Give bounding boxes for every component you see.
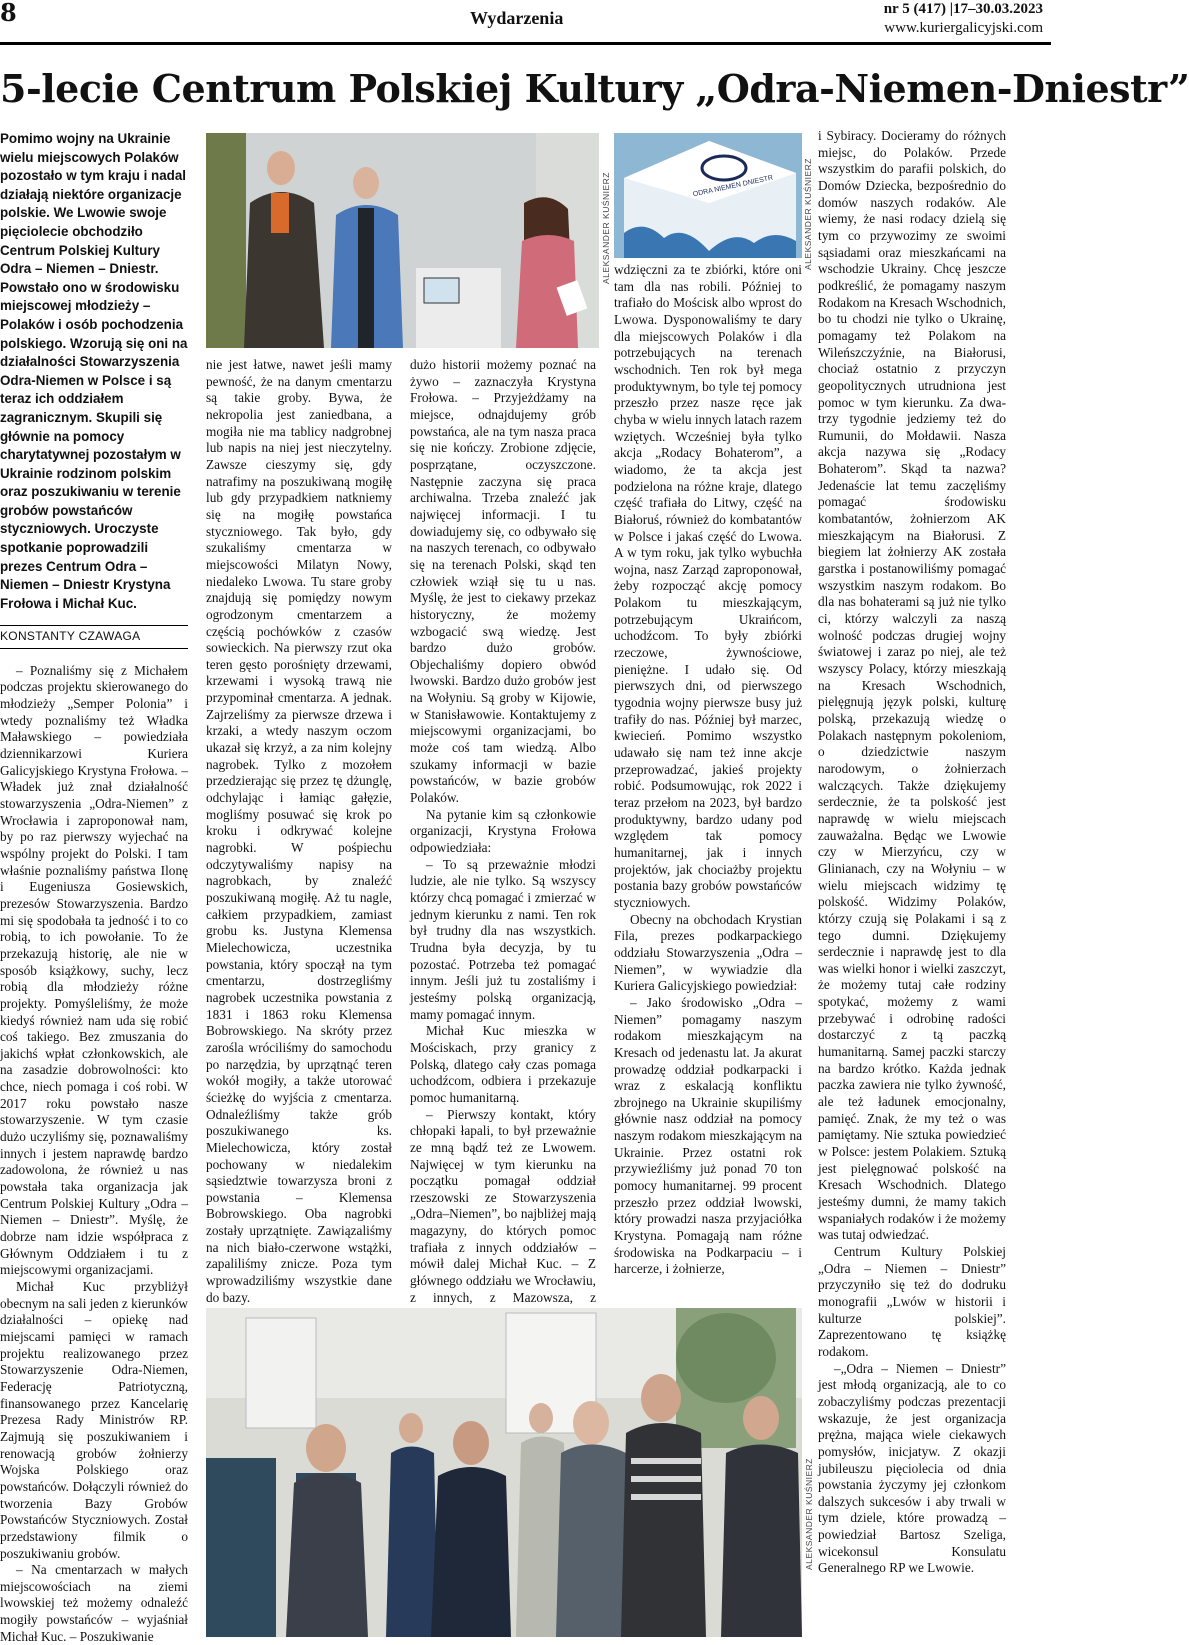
paragraph: – Pierwszy kontakt, który chłopaki łapali, to był przeważnie ze mną bądź też ze Lwowem. Najwięcej w tym kierunku na początku pomagał oddział rzeszowski ze Stowarzyszenia „Odra–Niemen”, bo najbliżej mają magazyny, do których pomoc trafiała z innych oddziałów – mówił dalej Michał Kuc. – Z głównego oddziału we Wrocławiu, z innych, z Mazowsza, z: [410, 1106, 596, 1305]
photo-credit: ALEKSANDER KUŚNIERZ: [804, 1458, 814, 1570]
paragraph: –„Odra – Niemen – Dniestr” jest młodą organizacją, ale to co zobaczyliśmy podczas prezentacji wskazuje, że jest organizacja prężna, mająca wiele ciekawych pomysłów, inicjatyw. Z okazji jubileuszu pięciolecia od dnia powstania życzymy jej członkom dalszych sukcesów i aby trwali w tym dziele, które prowadzą – powiedział Bartosz Szeliga, wicekonsul Konsulatu Generalnego RP we Lwowie.: [818, 1360, 1006, 1576]
issue-number: nr 5 (417) |17–30.03.2023: [883, 1, 1043, 17]
article-lead: Pomimo wojny na Ukrainie wielu miejscowych Polaków pozostało w tym kraju i nadal działają niektóre organizacje polskie. We Lwowie swoje pięciolecie obchodziło Centrum Polskiej Kultury Odra – Niemen – Dniestr. Powstało ono w środowisku miejscowej młodzieży – Polaków i osób pochodzenia polskiego. Wzorują się oni na działalności Stowarzyszenia Odra-Niemen w Polsce i są teraz ich oddziałem zagranicznym. Skupili się głównie na pomocy charytatywnej pozostałym w Ukrainie rodzinom polskim oraz poszukiwaniu w terenie grobów powstańców styczniowych. Uroczyste spotkanie poprowadzili prezes Centrum Odra – Niemen – Dniestr Krystyna Frołowa i Michał Kuc.: [0, 131, 188, 611]
paragraph: Michał Kuc przybliżył obecnym na sali jeden z kierunków działalności – opiekę nad miejscami pamięci w ramach projektu realizowanego przez Stowarzyszenie Odra-Niemen, Federację Patriotyczną, finansowanego przez Kancelarię Prezesa Rady Ministrów RP. Zajmują się poszukiwaniem i renowacją grobów żołnierzy Wojska Polskiego oraz powstańców. Dołączyli również do tworzenia Bazy Grobów Powstańców Styczniowych. Został przedstawiony filmik o poszukiwaniu grobów.: [0, 1279, 188, 1561]
column-1: [0, 130, 188, 1645]
col1-body: [0, 663, 188, 1645]
paragraph: dużo historii możemy poznać na żywo – zaznaczyła Krystyna Frołowa. – Przyjeżdżamy na miejsce, odnajdujemy grób powstańca, ale na tym nasza praca się nie kończy. Zrobione zdjęcie, posprzątane, oczyszczone. Następnie zaczyna się praca archiwalna. Trzeba znaleźć jak najwięcej informacji. I tu dowiadujemy się, co odbywało się na naszych terenach, co odbywało się na terenach Polski, skąd ten człowiek wziął się tu u nas. Myślę, że jest to ciekawy przekaz historyczny, że możemy wzbogacić swą wiedzę. Jest bardzo dużo grobów. Objechaliśmy dopiero obwód lwowski. Bardzo dużo grobów jest na Wołyniu. Są groby w Kijowie, w Stanisławowie. Kontaktujemy z miejscowymi organizacjami, bo może coś tam wiedzą. Albo szukamy informacji w bazie powstańców, w bazie grobów Polaków.: [410, 357, 596, 806]
photo-audience: [206, 1308, 802, 1637]
cake-photo-art: [614, 133, 802, 258]
audience-photo-art: [206, 1308, 802, 1637]
paragraph: – Jako środowisko „Odra – Niemen” pomagamy naszym rodakom mieszkającym na Kresach od jedenastu lat. Ja akurat prowadzę oddział podkarpacki i wraz z eskalacją konfliktu zbrojnego na Ukrainie skupiliśmy głównie nasz oddział na pomocy naszym rodakom mieszkającym na Ukrainie. Przez ostatni rok przywieźliśmy już ponad 70 ton pomocy humanitarnej. 99 procent przeszło przez oddział lwowski, który prowadzi nasza przyjaciółka Krystyna. Pomagają nam różne środowiska na Podkarpaciu – i harcerze, i żołnierze,: [614, 994, 802, 1277]
column-3: [410, 357, 596, 1340]
photo-cake: [614, 133, 802, 258]
issue-info: [884, 0, 1043, 38]
headline: 5-lecie Centrum Polskiej Kultury „Odra-Niemen-Dniestr”: [0, 66, 1189, 111]
photo-credit: ALEKSANDER KUŚNIERZ: [803, 158, 813, 270]
photo-presenters: [206, 133, 599, 348]
byline: KONSTANTY CZAWAGA: [0, 625, 188, 648]
column-4: [614, 262, 802, 1278]
column-5: [818, 128, 1006, 1577]
paragraph: Obecny na obchodach Krystian Fila, prezes podkarpackiego oddziału Stowarzyszenia „Odra – Niemen”, w wywiadzie dla Kuriera Galicyjskiego powiedział:: [614, 911, 802, 994]
paragraph: i Sybiracy. Docieramy do różnych miejsc, do Polaków. Przede wszystkim do parafii polskich, do Domów Dziecka, bezpośrednio do domów naszych rodaków. Ale wiemy, że nasi rodacy dzielą się tym co przywozimy ze swoimi sąsiadami oraz mieszkańcami na wschodzie Ukrainy. Chcę jeszcze podkreślić, że pomagamy naszym Rodakom na Kresach Wschodnich, bo tu chodzi nie tylko o Ukrainę, pomagamy też Polakom na Wileńszczyźnie, na Białorusi, chociaż ostatnio z przyczyn geopolitycznych utrudniona jest pomoc w tym kierunku. Za dwa-trzy tygodnie jedziemy też do Rumunii, do Mołdawii. Nasza akcja nazywa się „Rodacy Bohaterom”. Skąd ta nazwa? Jedenaście lat temu zaczęliśmy pomagać środowisku kombatantów, żołnierzom AK mieszkającym na Białorusi. Z biegiem lat żołnierzy AK została garstka i postanowiliśmy pomagać wszystkim naszym rodakom. Bo dla nas bohaterami są już nie tylko ci, którzy walczyli za naszą wolność podczas drugiej wojny światowej i zaraz po niej, ale też wszyscy Polacy, którzy mieszkają na Kresach Wschodnich, pielęgnują język polski, kulturę polską, przekazują wiedzę o Polakach następnym pokoleniom, o dziedzictwie naszym narodowym, o żołnierzach walczących. Także dziękujemy serdecznie, że ta polskość jest naprawdę w wielu miejscach zauważalna. Będąc we Lwowie czy w Mierzyńcu, czy w Glinianach, czy na Wołyniu – w wielu miejscach widzimy tę polskość. Widzimy Polaków, którzy czują się Polakami i są z tego dumni. Dziękujemy serdecznie i naprawdę jest to dla was wielki honor i wielki zaszczyt, że możemy tutaj całe rodziny spotykać, możemy z wami przebywać i odrobinę radości dostarczyć z tą paczką humanitarną. Samej paczki starczy na bardzo krótko. Każda jednak paczka zawiera nie tylko żywność, ale też ładunek emocjonalny, pamięć. Znak, że my też o was pamiętamy. Nie sztuka powiedzieć w Polsce: jestem Polakiem. Sztuką jest pielęgnować polskość na Kresach Wschodnich. Dlatego jesteśmy dumni, że mamy takich wspaniałych rodaków i że możemy was tutaj odwiedzać.: [818, 128, 1006, 1243]
paragraph: – To są przeważnie młodzi ludzie, ale nie tylko. Są wszyscy którzy chcą pomagać i zmierzać w jednym kierunku z nami. Ten rok był trudny dla nas wszystkich. Trudna była decyzja, by tu pozostać. Potrzeba też pomagać innym. Jeśli już tu zostaliśmy i jesteśmy polską organizacją, mamy pomagać innym.: [410, 856, 596, 1022]
column-2: [206, 357, 392, 1356]
header-rule: [0, 42, 1051, 45]
website[interactable]: www.kuriergalicyjski.com: [884, 20, 1043, 36]
paragraph: nie jest łatwe, nawet jeśli mamy pewność, że na danym cmentarzu są takie groby. Bywa, że nekropolia jest zaniedbana, a mogiła nie ma tablicy nadgrobnej lub napis na niej jest nieczytelny. Zawsze cieszymy się, gdy natrafimy na poszukiwaną mogiłę lub gdy przypadkiem natkniemy się na mogiłę powstańca styczniowego. Tak było, gdy szukaliśmy cmentarza w miejscowości Milatyn Nowy, niedaleko Lwowa. Tu stare groby znajdują się pomiędzy nowym ogrodzonym cmentarzem a częścią pochówków z czasów sowieckich. Na pierwszy rzut oka teren gęsto porośnięty drzewami, krzewami i wysoką trawą nie przypominał cmentarza. A jednak. Zajrzeliśmy za pierwsze drzewa i krzaki, a wtedy naszym oczom ukazał się krzyż, a za nim kolejny nagrobek. Tylko z mozołem przedzierając się przez tę dżunglę, odchylając i łamiąc gałęzie, mogliśmy posuwać się krok po kroku i odkrywać kolejne nagrobki. W pośpiechu odczytywaliśmy napisy na nagrobkach, by znaleźć poszukiwaną mogiłę. Aż tu nagle, całkiem przypadkiem, zamiast grobu ks. Justyna Klemensa Mielechowicza, uczestnika powstania, który spoczął na tym cmentarzu, dostrzegliśmy nagrobek uczestnika powstania z 1831 i 1863 roku Klemensa Bobrowskiego. Na skróty przez zarośla wróciliśmy do samochodu po narzędzia, by uprzątnąć teren wokół mogiły, a także utorować ścieżkę do wyjścia z cmentarza. Odnaleźliśmy także grób poszukiwanego ks. Mielechowicza, który został pochowany w niedalekim sąsiedztwie towarzysza broni z powstania – Klemensa Bobrowskiego. Oba nagrobki zostały uprzątnięte. Zawiązaliśmy na nich biało-czerwone wstążki, zapaliliśmy znicze. Poza tym wprowadziliśmy wszystkie dane do bazy.: [206, 357, 392, 1305]
paragraph: wdzięczni za te zbiórki, które oni tam dla nas robili. Później to trafiało do Mościsk albo wprost do Lwowa. Dysponowaliśmy te dary dla miejscowych Polaków i dla potrzebujących na terenach wschodnich. Ten rok był mega produktywnym, bo tyle tej pomocy przeszło przez nasze ręce jak chyba w wielu innych latach razem wziętych. Wcześniej była tylko akcja „Rodacy Bohaterom”, a wiadomo, że ta akcja jest podzielona na różne kraje, dlatego część trafiała do Litwy, część na Białoruś, również do kombatantów w Polsce i jakaś część do Lwowa. A w tym roku, jak tylko wybuchła wojna, nasz Zarząd zaproponował, żeby rozpocząć akcję pomocy Polakom tu mieszkającym, potrzebującym Ukraińcom, uchodźcom. To były zbiórki rzeczowe, żywnościowe, pieniężne. I udało się. Od pierwszych dni, od pierwszego tygodnia wojny pierwsze busy już trafiły do nas. Później był marzec, kwiecień. Pomimo wszystko udawało się nam też inne akcje przeprowadzać, jakieś projekty robić. Podsumowując, rok 2022 i teraz przełom na 2023, był bardzo produktywny, bardzo udany pod względem tak pomocy humanitarnej, jak i innych projektów, jak chociażby projektu postania bazy grobów powstańców styczniowych.: [614, 262, 802, 910]
paragraph: Na pytanie kim są członkowie organizacji, Krystyna Frołowa odpowiedziała:: [410, 806, 596, 856]
presenters-photo-art: [206, 133, 599, 348]
paragraph: Michał Kuc mieszka w Mościskach, przy granicy z Polską, dlatego cały czas pomaga uchodźcom, odbiera i przekazuje pomoc humanitarną.: [410, 1023, 596, 1105]
page-number: 8: [0, 0, 17, 27]
cake-text: ODRA NIEMEN DNIESTR: [692, 174, 774, 199]
photo-credit: ALEKSANDER KUŚNIERZ: [601, 172, 611, 284]
paragraph: – Na cmentarzach w małych miejscowościach na ziemi lwowskiej też możemy odnaleźć mogiły powstańców – wyjaśniał Michał Kuc. – Poszukiwanie: [0, 1562, 188, 1644]
paragraph: Centrum Kultury Polskiej „Odra – Niemen – Dniestr” przyczyniło się też do dodruku monografii „Lwów w historii i kulturze polskiej”. Zaprezentowano tę książkę rodakom.: [818, 1243, 1006, 1359]
section-name: Wydarzenia: [470, 8, 564, 28]
paragraph: – Poznaliśmy się z Michałem podczas projektu skierowanego do młodzieży „Semper Polonia” i wtedy poznaliśmy też Władka Maławskiego – powiedziała dziennikarzowi Kuriera Galicyjskiego Krystyna Frołowa. – Władek już znał działalność stowarzyszenia „Odra-Niemen” z Wrocławia i zaproponował nam, by po raz pierwszy wyjechać na wspólny projekt do Polski. I tam właśnie poznaliśmy państwa Ilonę i Eugeniusza Gosiewskich, prezesów Stowarzyszenia. Bardzo mi się spodobała ta jedność i to co robią, to ich powołanie. To że przekazują historię, ale nie w sposób książkowy, suchy, lecz robią dla młodzieży różne projekty. Pomyśleliśmy, że może kiedyś również nam uda się robić coś takiego. Bez zmuszania do jakichś wpłat członkowskich, ale na zasadzie dobrowolności: kto chce, niech pomaga i coś robi. W 2017 roku powstało nasze stowarzyszenie. W tym czasie dużo uczyliśmy się, poznawaliśmy innych i jestem naprawdę bardzo zadowolona, że również u nas powstała taka organizacja jak Centrum Polskiej Kultury „Odra – Niemen – Dniestr”. Myślę, że dobrze nam idzie współpraca z Głównym Oddziałem i tu z miejscowymi organizacjami.: [0, 662, 188, 1278]
